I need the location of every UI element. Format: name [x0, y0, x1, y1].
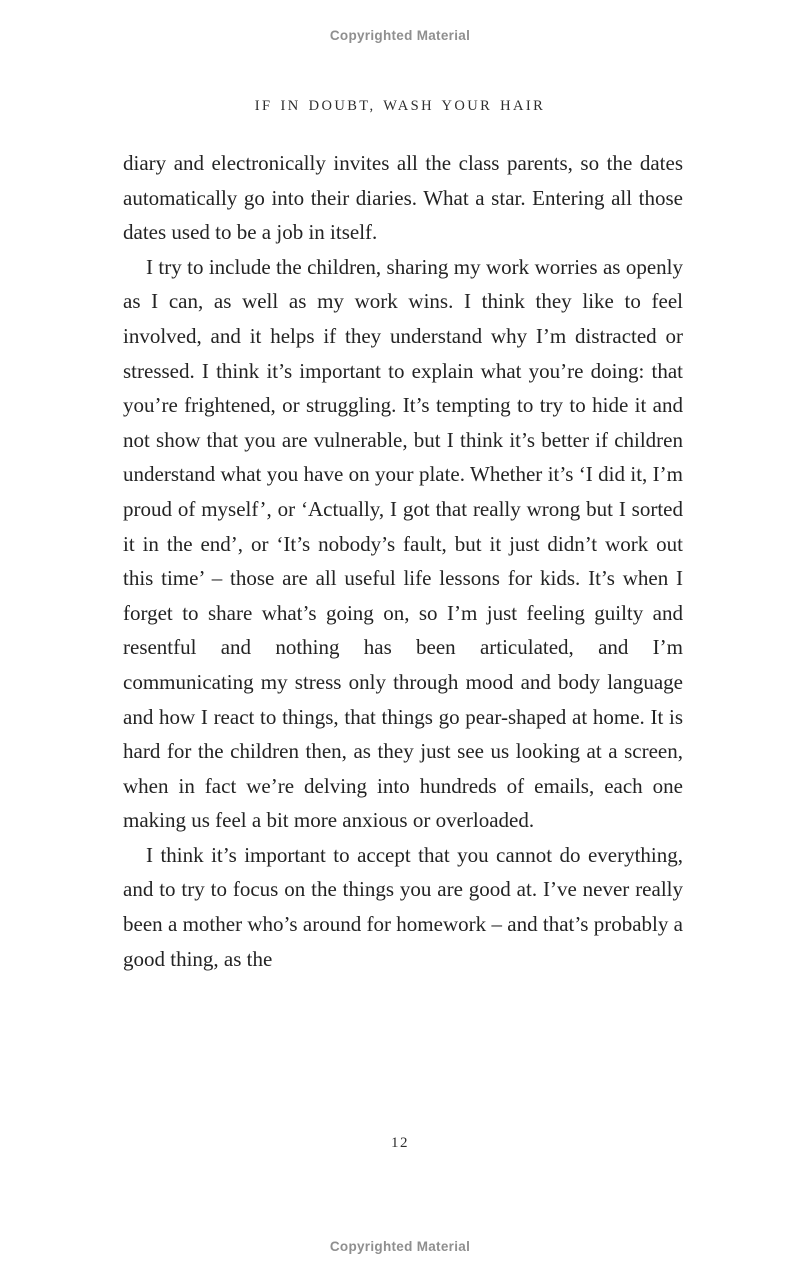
paragraph: I try to include the children, sharing my work worries as openly as I can, as well as my work wins. I think they like to feel involved, and it helps if they understand why I’m distracted or stressed. I think it’s important to explain what you’re doing: that you’re frightened, or struggling. It’s tempting to try to hide it and not show that you are vulnerable, but I think it’s better if children understand what you have on your plate. Whether it’s ‘I did it, I’m proud of myself’, or ‘Actually, I got that really wrong but I sorted it in the end’, or ‘It’s nobody’s fault, but it just didn’t work out this time’ – those are all useful life lessons for kids. It’s when I forget to share what’s going on, so I’m just feeling guilty and resentful and nothing has been articulated, and I’m communicating my stress only through mood and body language and how I react to things, that things go pear-shaped at home. It is hard for the children then, as they just see us looking at a screen, when in fact we’re delving into hundreds of emails, each one making us feel a bit more anxious or overloaded.	[123, 254, 683, 833]
body-text	[123, 146, 683, 976]
page-number: 12	[391, 1135, 409, 1151]
running-header: IF IN DOUBT, WASH YOUR HAIR	[254, 98, 546, 114]
copyright-notice-bottom: Copyrighted Material	[329, 1239, 471, 1254]
paragraph: diary and electronically invites all the class parents, so the dates automatically go into their diaries. What a star. Entering all those dates used to be a job in itself.	[123, 151, 683, 245]
copyright-notice-top: Copyrighted Material	[329, 28, 471, 43]
paragraph: I think it’s important to accept that you cannot do everything, and to try to focus on the things you are good at. I’ve never really been a mother who’s around for homework – and that’s probably a good thing, as the	[123, 842, 683, 971]
